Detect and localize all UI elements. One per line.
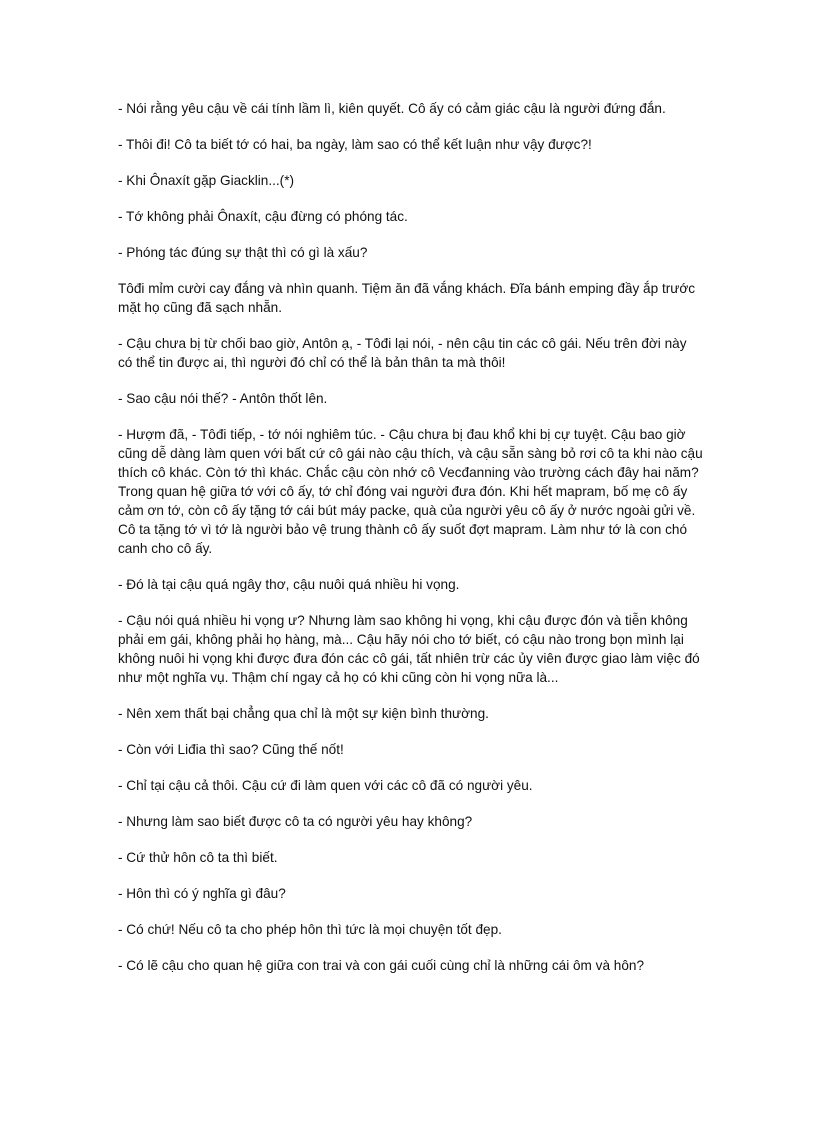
document-page <box>118 99 703 992</box>
paragraph: - Chỉ tại cậu cả thôi. Cậu cứ đi làm quen với các cô đã có người yêu. <box>118 778 533 793</box>
paragraph: - Nói rằng yêu cậu về cái tính lầm lì, kiên quyết. Cô ấy có cảm giác cậu là người đứng đắn. <box>118 101 666 116</box>
paragraph: - Nên xem thất bại chẳng qua chỉ là một sự kiện bình thường. <box>118 706 489 721</box>
paragraph: - Có lẽ cậu cho quan hệ giữa con trai và con gái cuối cùng chỉ là những cái ôm và hôn? <box>118 958 645 973</box>
paragraph: - Phóng tác đúng sự thật thì có gì là xấu? <box>118 245 368 260</box>
paragraph: - Thôi đi! Cô ta biết tớ có hai, ba ngày, làm sao có thể kết luận như vậy được?! <box>118 137 592 152</box>
paragraph: - Đó là tại cậu quá ngây thơ, cậu nuôi quá nhiều hi vọng. <box>118 577 460 592</box>
paragraph: - Khi Ônaxít gặp Giacklin...(*) <box>118 173 295 188</box>
paragraph: - Có chứ! Nếu cô ta cho phép hôn thì tức là mọi chuyện tốt đẹp. <box>118 922 502 937</box>
paragraph: - Cậu chưa bị từ chối bao giờ, Antôn ạ, - Tôđi lại nói, - nên cậu tin các cô gái. Nếu trên đời này có thể tin được ai, thì người đó chỉ có thể là bản thân ta mà thôi! <box>118 336 687 370</box>
paragraph: - Còn với Liđia thì sao? Cũng thế nốt! <box>118 742 344 757</box>
paragraph: - Tớ không phải Ônaxít, cậu đừng có phóng tác. <box>118 209 408 224</box>
paragraph: - Hượm đã, - Tôđi tiếp, - tớ nói nghiêm túc. - Cậu chưa bị đau khổ khi bị cự tuyệt. Cậu bao giờ cũng dễ dàng làm quen với bất cứ cô gái nào cậu thích, và cậu sẵn sàng bỏ rơi cô ta khi nào cậu thích cô khác. Còn tớ thì khác. Chắc cậu còn nhớ cô Vecđanning vào trường cách đây hai năm? Trong quan hệ giữa tớ với cô ấy, tớ chỉ đóng vai người đưa đón. Khi hết mapram, bố mẹ cô ấy cảm ơn tớ, còn cô ấy tặng tớ cái bút máy packe, quà của người yêu cô ấy ở nước ngoài gửi về. Cô ta tặng tớ vì tớ là người bảo vệ trung thành cô ấy suốt đợt mapram. Làm như tớ là con chó canh cho cô ấy. <box>118 427 703 556</box>
paragraph: - Cậu nói quá nhiều hi vọng ư? Nhưng làm sao không hi vọng, khi cậu được đón và tiễn không phải em gái, không phải họ hàng, mà... Cậu hãy nói cho tớ biết, có cậu nào trong bọn mình lại không nuôi hi vọng khi được đưa đón các cô gái, tất nhiên trừ các ủy viên được giao làm việc đó như một nghĩa vụ. Thậm chí ngay cả họ có khi cũng còn hi vọng nữa là... <box>118 613 700 685</box>
paragraph: - Nhưng làm sao biết được cô ta có người yêu hay không? <box>118 814 473 829</box>
paragraph: Tôđi mỉm cười cay đắng và nhìn quanh. Tiệm ăn đã vắng khách. Đĩa bánh emping đầy ắp trước mặt họ cũng đã sạch nhẵn. <box>118 281 696 315</box>
paragraph: - Cứ thử hôn cô ta thì biết. <box>118 850 278 865</box>
paragraph: - Hôn thì có ý nghĩa gì đâu? <box>118 886 286 901</box>
paragraph: - Sao cậu nói thế? - Antôn thốt lên. <box>118 391 328 406</box>
